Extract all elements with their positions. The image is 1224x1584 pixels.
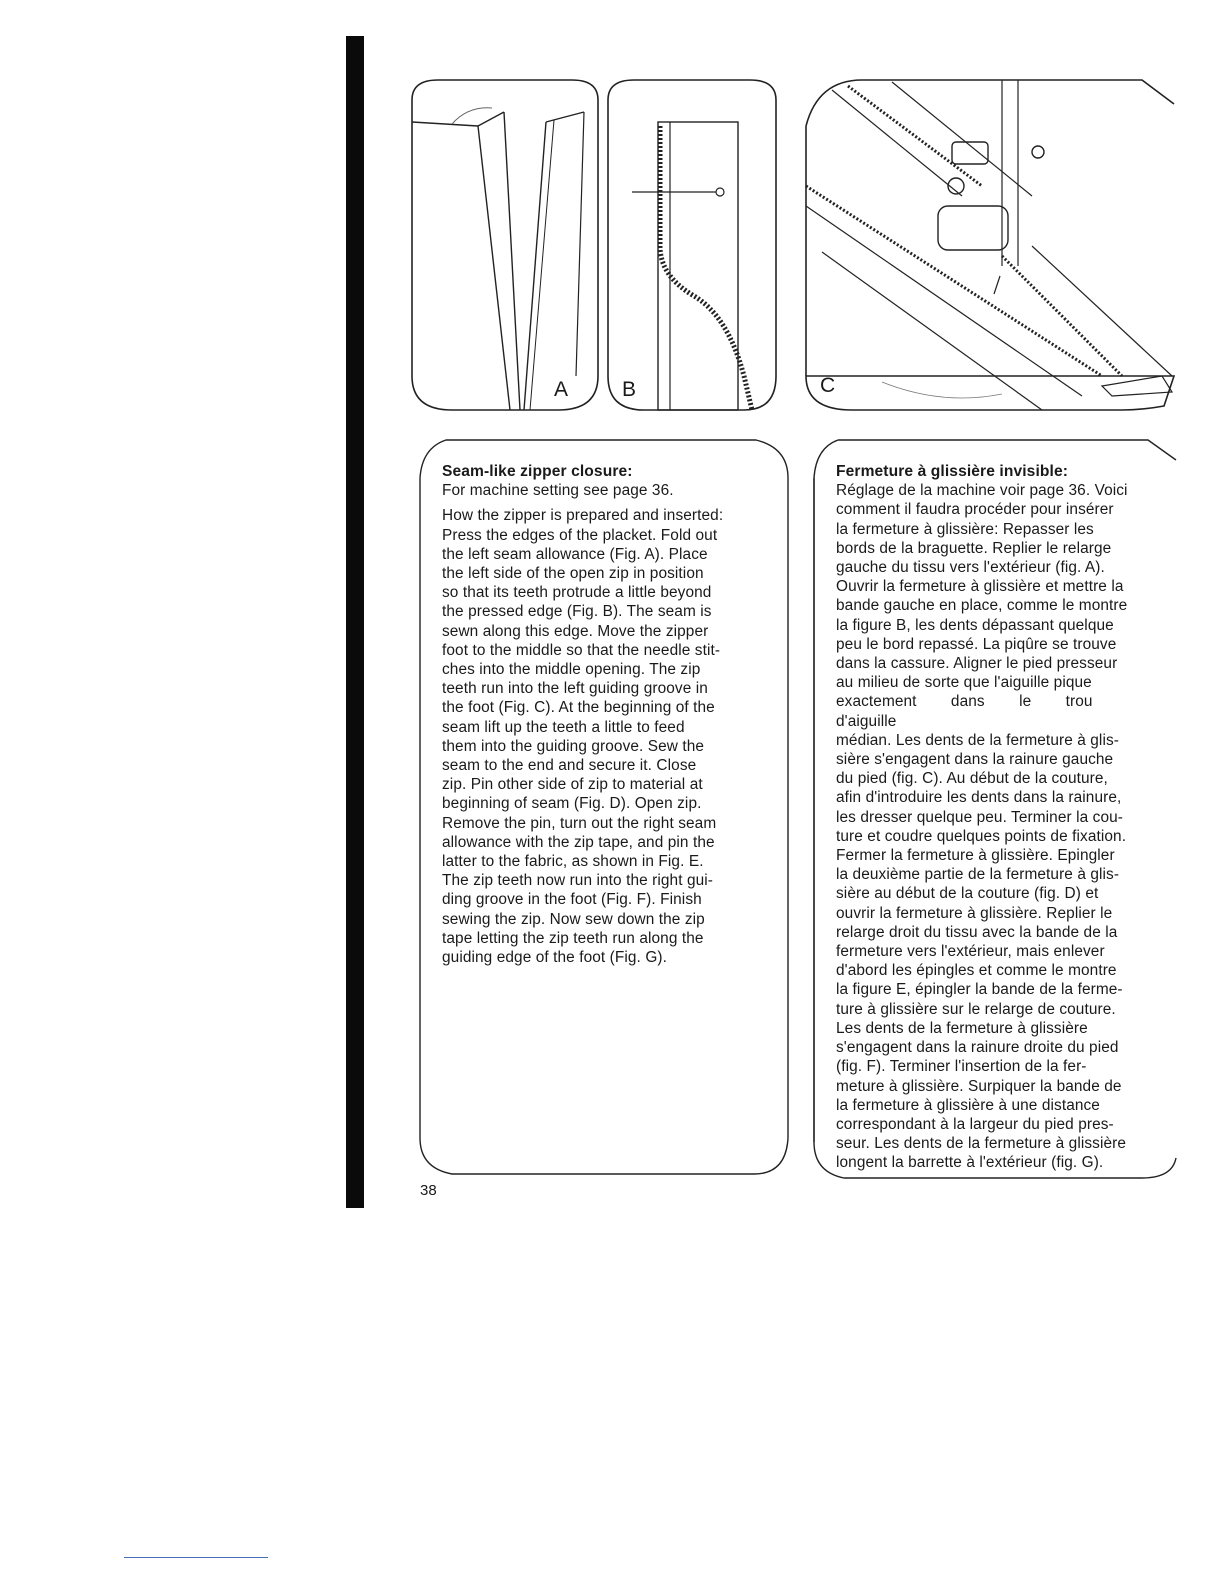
french-line: relarge droit du tissu avec la bande de la <box>836 923 1118 941</box>
french-line: dans la cassure. Aligner le pied presseur <box>836 655 1118 673</box>
french-line: Les dents de la fermeture à glissière <box>836 1019 1088 1037</box>
french-text <box>836 462 1158 1173</box>
english-line: tape letting the zip teeth run along the <box>442 929 704 947</box>
english-line: sewing the zip. Now sew down the zip <box>442 910 705 928</box>
french-line: meture à glissière. Surpiquer la bande de <box>836 1077 1122 1095</box>
english-line: the left seam allowance (Fig. A). Place <box>442 545 708 563</box>
french-line: médian. Les dents de la fermeture à glis- <box>836 731 1119 749</box>
english-line: The zip teeth now run into the right gui- <box>442 872 714 890</box>
english-heading: Seam-like zipper closure: <box>442 463 633 480</box>
english-line: teeth run into the left guiding groove in <box>442 680 708 698</box>
french-line: ture et coudre quelques points de fixation. <box>836 827 1127 845</box>
english-line: zip. Pin other side of zip to material at <box>442 776 703 794</box>
english-line: the foot (Fig. C). At the beginning of the <box>442 699 715 717</box>
english-line: guiding edge of the foot (Fig. G). <box>442 949 667 967</box>
french-line: correspondant à la largeur du pied pres- <box>836 1115 1114 1133</box>
figure-a <box>408 76 602 414</box>
french-line: la figure B, les dents dépassant quelque <box>836 616 1114 634</box>
english-text <box>442 462 774 967</box>
english-panel <box>416 438 792 1178</box>
english-line: them into the guiding groove. Sew the <box>442 737 705 755</box>
figure-c-label: C <box>820 374 836 397</box>
french-line: Fermer la fermeture à glissière. Epingler <box>836 847 1115 865</box>
french-line: peu le bord repassé. La piqûre se trouve <box>836 635 1117 653</box>
french-line: la deuxième partie de la fermeture à glis- <box>836 866 1120 884</box>
french-line: sière s'engagent dans la rainure gauche <box>836 751 1114 769</box>
french-panel <box>808 438 1188 1182</box>
french-line: ture à glissière sur le relarge de couture. <box>836 1000 1116 1018</box>
french-line: exactement dans le trou d'aiguille <box>836 693 1093 730</box>
page-number: 38 <box>420 1182 437 1199</box>
french-line: sière au début de la couture (fig. D) et <box>836 885 1099 903</box>
figure-b-label: B <box>622 378 637 401</box>
english-line: Press the edges of the placket. Fold out <box>442 526 718 544</box>
french-line: s'engagent dans la rainure droite du pied <box>836 1039 1119 1057</box>
english-line: How the zipper is prepared and inserted: <box>442 507 724 525</box>
english-line: ding groove in the foot (Fig. F). Finish <box>442 891 702 909</box>
english-line: allowance with the zip tape, and pin the <box>442 833 715 851</box>
english-line: foot to the middle so that the needle stit- <box>442 641 721 659</box>
french-line: gauche du tissu vers l'extérieur (fig. A). <box>836 559 1105 577</box>
french-line: du pied (fig. C). Au début de la couture, <box>836 770 1108 788</box>
figure-b <box>604 76 780 414</box>
english-body <box>442 506 774 967</box>
figure-c <box>802 76 1182 414</box>
english-line: beginning of seam (Fig. D). Open zip. <box>442 795 702 813</box>
french-line: les dresser quelque peu. Terminer la cou- <box>836 808 1123 826</box>
french-line: longent la barrette à l'extérieur (fig. G). <box>836 1154 1104 1172</box>
french-line: bande gauche en place, comme le montre <box>836 597 1128 615</box>
english-line: seam lift up the teeth a little to feed <box>442 718 685 736</box>
figure-a-label: A <box>554 378 569 401</box>
french-line: fermeture vers l'extérieur, mais enlever <box>836 943 1105 961</box>
english-line: For machine setting see page 36. <box>442 482 674 500</box>
french-heading: Fermeture à glissière invisible: <box>836 463 1069 480</box>
french-line: afin d'introduire les dents dans la rainure, <box>836 789 1122 807</box>
english-line: latter to the fabric, as shown in Fig. E. <box>442 853 704 871</box>
french-line: la figure E, épingler la bande de la ferme- <box>836 981 1123 999</box>
footer-rule <box>124 1557 268 1558</box>
french-line: bords de la braguette. Replier le relarge <box>836 539 1112 557</box>
english-line: Remove the pin, turn out the right seam <box>442 814 717 832</box>
french-line: (fig. F). Terminer l'insertion de la fer- <box>836 1058 1087 1076</box>
english-line: the left side of the open zip in position <box>442 565 704 583</box>
french-line: ouvrir la fermeture à glissière. Replier le <box>836 904 1113 922</box>
french-line: Réglage de la machine voir page 36. Voici <box>836 482 1128 500</box>
english-line: sewn along this edge. Move the zipper <box>442 622 709 640</box>
french-line: la fermeture à glissière: Repasser les <box>836 520 1094 538</box>
english-line: so that its teeth protrude a little beyond <box>442 584 712 602</box>
french-line: au milieu de sorte que l'aiguille pique <box>836 674 1092 692</box>
french-line: comment il faudra procéder pour insérer <box>836 501 1114 519</box>
english-line: seam to the end and secure it. Close <box>442 757 697 775</box>
french-line: la fermeture à glissière à une distance <box>836 1096 1100 1114</box>
binding-edge <box>346 36 364 1208</box>
french-line: Ouvrir la fermeture à glissière et mettre la <box>836 578 1124 596</box>
french-line: seur. Les dents de la fermeture à glissière <box>836 1135 1127 1153</box>
english-line: ches into the middle opening. The zip <box>442 661 701 679</box>
french-line: d'abord les épingles et comme le montre <box>836 962 1117 980</box>
english-line: the pressed edge (Fig. B). The seam is <box>442 603 712 621</box>
